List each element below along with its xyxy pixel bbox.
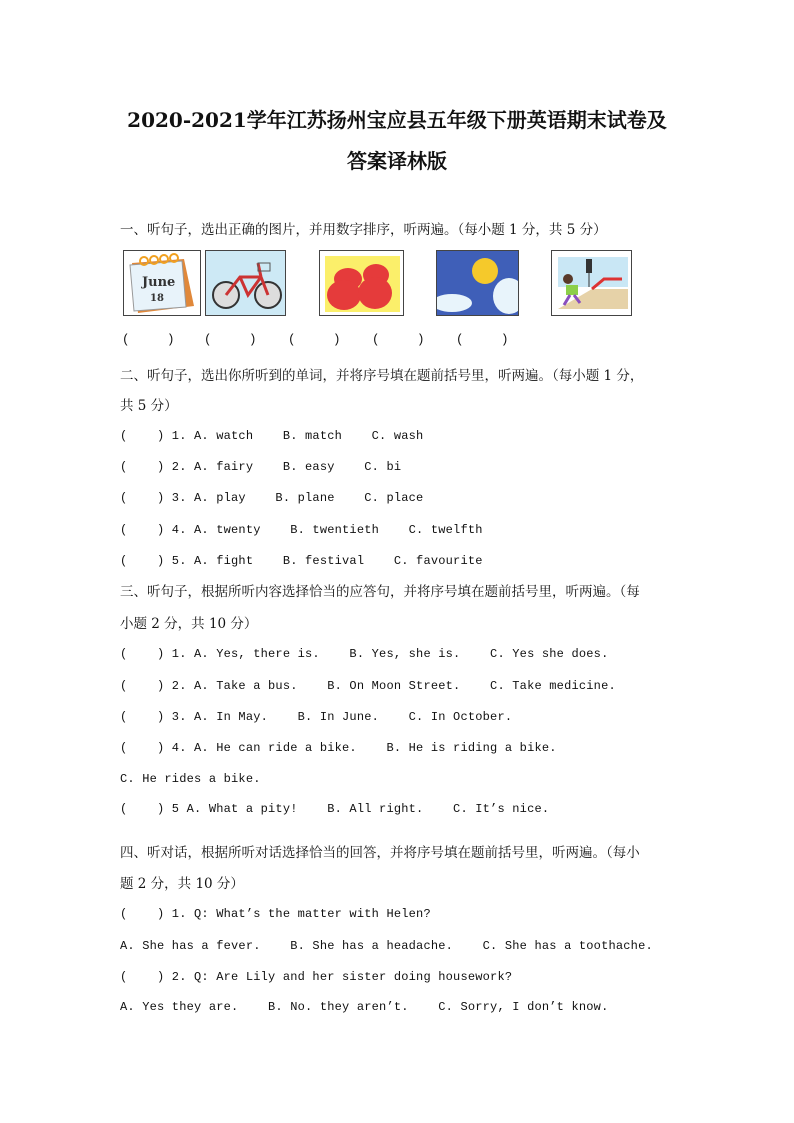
answer-blank-2[interactable]: ( ) xyxy=(204,333,257,347)
section4-heading-cont: 题 2 分，共 10 分） xyxy=(120,876,244,892)
sun-sky-icon xyxy=(436,250,519,316)
tomatoes-icon xyxy=(319,250,404,316)
title-line-2: 答案译林版 xyxy=(347,149,447,173)
svg-text:June: June xyxy=(142,275,176,290)
answer-blank-4[interactable]: ( ) xyxy=(372,333,425,347)
question-item: ( ) 4. A. He can ride a bike. B. He is riding a bike. xyxy=(120,741,557,755)
question-item: ( ) 5 A. What a pity! B. All right. C. It’s nice. xyxy=(120,802,550,816)
question-item: ( ) 1. Q: What’s the matter with Helen? xyxy=(120,907,431,921)
answer-blank-3[interactable]: ( ) xyxy=(288,333,341,347)
bicycle-icon xyxy=(205,250,286,316)
question-item: ( ) 2. A. Take a bus. B. On Moon Street. C. Take medicine. xyxy=(120,679,616,693)
question-item: ( ) 1. A. watch B. match C. wash xyxy=(120,429,424,443)
answer-blank-1[interactable]: ( ) xyxy=(122,333,175,347)
section2-heading-cont: 共 5 分） xyxy=(120,398,178,414)
answer-options: A. She has a fever. B. She has a headache. C. She has a toothache. xyxy=(120,939,653,953)
question-item: ( ) 1. A. Yes, there is. B. Yes, she is. C. Yes she does. xyxy=(120,647,609,661)
question-item: ( ) 2. Q: Are Lily and her sister doing housework? xyxy=(120,970,513,984)
answer-options: A. Yes they are. B. No. they aren’t. C. Sorry, I don’t know. xyxy=(120,1000,609,1014)
calendar-icon xyxy=(123,250,201,316)
question-item: ( ) 2. A. fairy B. easy C. bi xyxy=(120,460,402,474)
title-line-1: 2020-2021学年江苏扬州宝应县五年级下册英语期末试卷及 xyxy=(127,108,667,132)
question-item: ( ) 5. A. fight B. festival C. favourite xyxy=(120,554,483,568)
question-item: ( ) 4. A. twenty B. twentieth C. twelfth xyxy=(120,523,483,537)
section4-heading: 四、听对话，根据所听对话选择恰当的回答，并将序号填在题前括号里，听两遍。（每小 xyxy=(120,845,640,861)
section3-heading: 三、听句子，根据所听内容选择恰当的应答句，并将序号填在题前括号里，听两遍。（每 xyxy=(120,584,640,600)
section2-heading: 二、听句子，选出你所听到的单词，并将序号填在题前括号里，听两遍。（每小题 1 分， xyxy=(120,368,644,384)
section1-heading: 一、听句子，选出正确的图片，并用数字排序，听两遍。（每小题 1 分，共 5 分） xyxy=(120,222,607,238)
svg-text:18: 18 xyxy=(150,293,164,304)
answer-blank-5[interactable]: ( ) xyxy=(456,333,509,347)
boy-traffic-light-icon xyxy=(551,250,632,316)
section3-heading-cont: 小题 2 分，共 10 分） xyxy=(120,616,258,632)
question-item: ( ) 3. A. play B. plane C. place xyxy=(120,491,424,505)
question-item-cont: C. He rides a bike. xyxy=(120,772,261,786)
question-item: ( ) 3. A. In May. B. In June. C. In October. xyxy=(120,710,513,724)
